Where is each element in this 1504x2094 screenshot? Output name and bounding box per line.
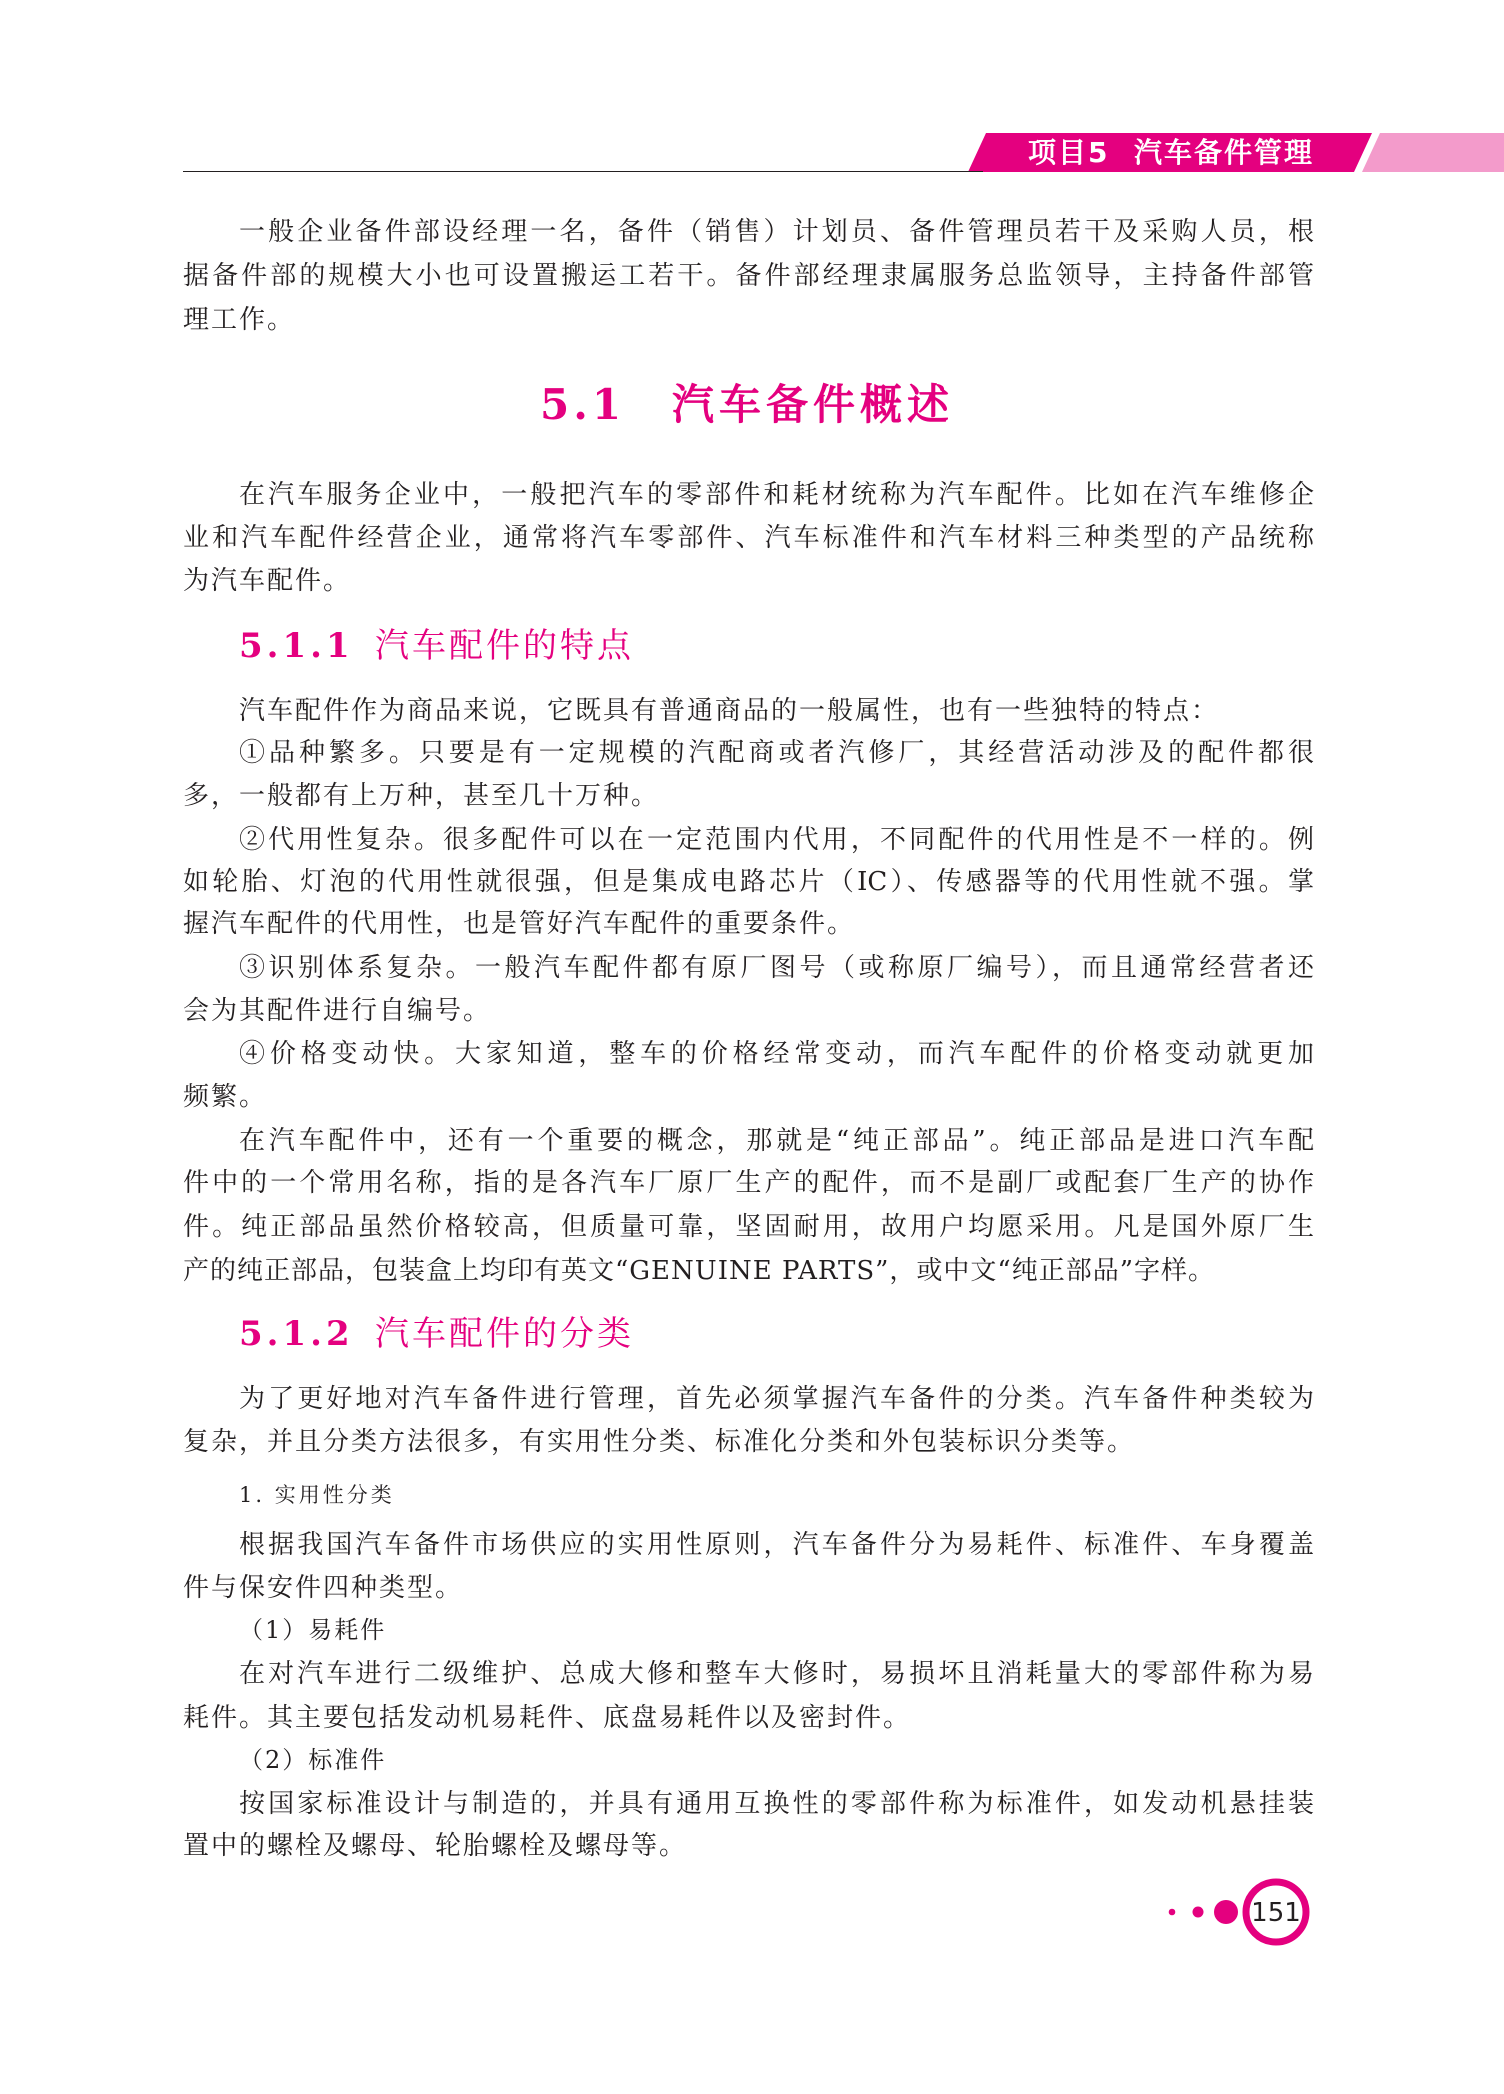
text-line: 为汽车配件。 <box>183 566 352 596</box>
text-line: 复杂，并且分类方法很多，有实用性分类、标准化分类和外包装标识分类等。 <box>183 1427 1136 1457</box>
header-banner-accent <box>1362 133 1504 172</box>
subsection-number: 5.1.2 <box>239 1314 354 1354</box>
text-line: 置中的螺栓及螺母、轮胎螺栓及螺母等。 <box>183 1831 688 1861</box>
type-label: （2）标准件 <box>239 1746 387 1774</box>
header-chapter: 项目5 <box>1028 136 1110 169</box>
minor-heading: 1. 实用性分类 <box>239 1483 395 1507</box>
text-line: 业和汽车配件经营企业，通常将汽车零部件、汽车标准件和汽车材料三种类型的产品统称 <box>183 523 1314 553</box>
text-line: 产的纯正部品，包装盒上均印有英文“GENUINE PARTS”，或中文“纯正部品”字样。 <box>183 1256 1216 1286</box>
text-line: 根据我国汽车备件市场供应的实用性原则，汽车备件分为易耗件、标准件、车身覆盖 <box>239 1530 1314 1560</box>
text-line: 耗件。其主要包括发动机易耗件、底盘易耗件以及密封件。 <box>183 1703 912 1733</box>
text-line: 件与保安件四种类型。 <box>183 1573 464 1603</box>
section-title: 汽车备件概述 <box>672 380 955 429</box>
subsection-title: 汽车配件的特点 <box>375 626 634 666</box>
header-rule <box>183 171 983 172</box>
text-line: ③识别体系复杂。一般汽车配件都有原厂图号（或称原厂编号），而且通常经营者还 <box>239 953 1314 983</box>
text-line: 在汽车配件中，还有一个重要的概念，那就是“纯正部品”。纯正部品是进口汽车配 <box>239 1126 1314 1156</box>
text-line: ④价格变动快。大家知道，整车的价格经常变动，而汽车配件的价格变动就更加 <box>239 1039 1314 1069</box>
text-line: 理工作。 <box>183 305 296 335</box>
text-line: ①品种繁多。只要是有一定规模的汽配商或者汽修厂，其经营活动涉及的配件都很 <box>239 738 1314 768</box>
header-title: 汽车备件管理 <box>1134 136 1315 169</box>
text-line: 件。纯正部品虽然价格较高，但质量可靠，坚固耐用，故用户均愿采用。凡是国外原厂生 <box>183 1212 1314 1242</box>
text-line: 一般企业备件部设经理一名，备件（销售）计划员、备件管理员若干及采购人员，根 <box>239 217 1314 247</box>
text-line: 为了更好地对汽车备件进行管理，首先必须掌握汽车备件的分类。汽车备件种类较为 <box>239 1384 1314 1414</box>
text-line: 如轮胎、灯泡的代用性就很强，但是集成电路芯片（IC）、传感器等的代用性就不强。掌 <box>183 867 1314 897</box>
text-line: 在汽车服务企业中，一般把汽车的零部件和耗材统称为汽车配件。比如在汽车维修企 <box>239 480 1314 510</box>
text-line: 汽车配件作为商品来说，它既具有普通商品的一般属性，也有一些独特的特点： <box>239 696 1220 726</box>
text-line: 在对汽车进行二级维护、总成大修和整车大修时，易损坏且消耗量大的零部件称为易 <box>239 1659 1314 1689</box>
text-line: 按国家标准设计与制造的，并具有通用互换性的零部件称为标准件，如发动机悬挂装 <box>239 1789 1314 1819</box>
page-number-ornament <box>1150 1870 1330 1960</box>
text-line: 会为其配件进行自编号。 <box>183 996 492 1026</box>
text-line: 多，一般都有上万种，甚至几十万种。 <box>183 781 660 811</box>
subsection-number: 5.1.1 <box>239 626 354 666</box>
ornament-dot-large <box>1214 1900 1238 1924</box>
text-line: 握汽车配件的代用性，也是管好汽车配件的重要条件。 <box>183 909 856 939</box>
section-number: 5.1 <box>540 380 626 429</box>
text-line: 频繁。 <box>183 1082 268 1112</box>
text-line: ②代用性复杂。很多配件可以在一定范围内代用，不同配件的代用性是不一样的。例 <box>239 825 1314 855</box>
ornament-dot-medium <box>1193 1907 1204 1918</box>
text-line: 件中的一个常用名称，指的是各汽车厂原厂生产的配件，而不是副厂或配套厂生产的协作 <box>183 1168 1314 1198</box>
type-label: （1）易耗件 <box>239 1616 387 1644</box>
page-number: 151 <box>1251 1898 1301 1928</box>
ornament-dot-small <box>1169 1909 1176 1916</box>
text-line: 据备件部的规模大小也可设置搬运工若干。备件部经理隶属服务总监领导，主持备件部管 <box>183 261 1314 291</box>
subsection-title: 汽车配件的分类 <box>375 1314 634 1354</box>
